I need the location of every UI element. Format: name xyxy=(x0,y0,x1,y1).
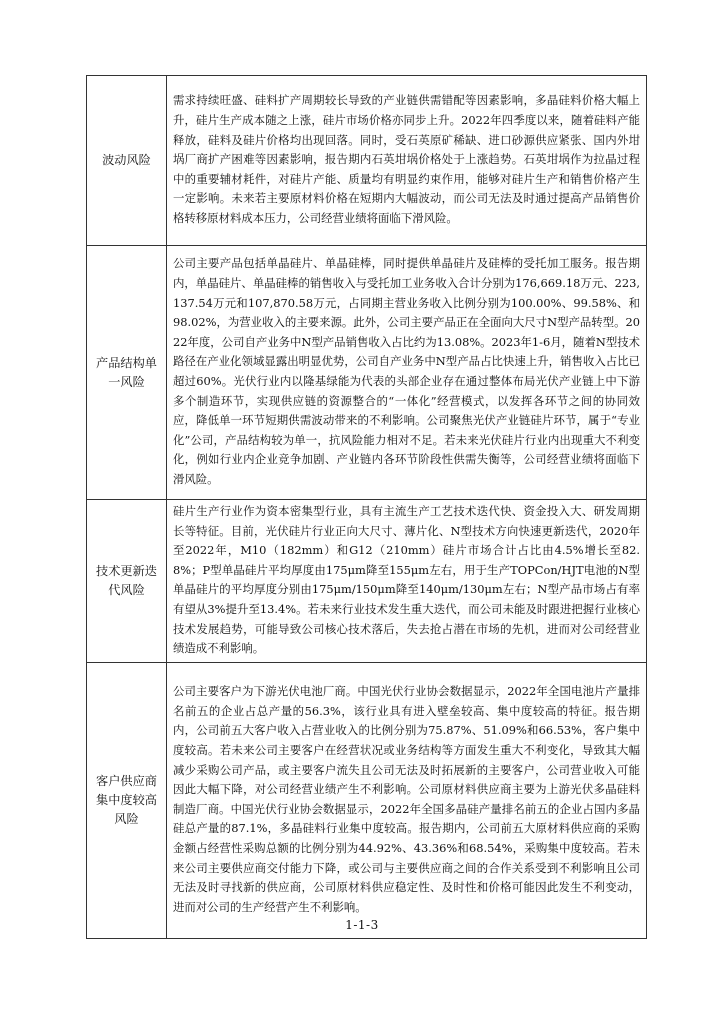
risk-label: 波动风险 xyxy=(102,153,151,167)
risk-label-cell xyxy=(87,76,167,246)
table-row xyxy=(87,76,647,246)
risk-description-cell xyxy=(167,500,647,663)
risk-label-cell xyxy=(87,246,167,500)
risk-label-cell xyxy=(87,500,167,663)
table-row xyxy=(87,662,647,938)
risk-label-cell xyxy=(87,662,167,938)
risk-description-cell xyxy=(167,662,647,938)
risk-label: 技术更新迭代风险 xyxy=(96,563,157,597)
risk-label: 产品结构单一风险 xyxy=(96,355,157,389)
risk-description: 公司主要客户为下游光伏电池厂商。中国光伏行业协会数据显示，2022年全国电池片产量排名前五的企业占总产量的56.3%，该行业具有进入壁垒较高、集中度较高的特征。报告期内，公司前五大客户收入占营业收入的比例分别为75.87%、51.09%和66.53%，客户集中度较高。若未来公司主要客户在经营状况或业务结构等方面发生重大不利变化，导致其大幅减少采购公司产品，或主要客户流失且公司无法及时拓展新的主要客户，公司营业收入可能因此大幅下降，对公司经营业绩产生不利影响。公司原材料供应商主要为上游光伏多晶硅料制造厂商。中国光伏行业协会数据显示，2022年全国多晶硅产量排名前五的企业占国内多晶硅总产量的87.1%，多晶硅料行业集中度较高。报告期内，公司前五大原材料供应商的采购金额占经营性采购总额的比例分别为44.92%、43.36%和68.54%，采购集中度较高。若未来公司主要供应商交付能力下降，或公司与主要供应商之间的合作关系受到不利影响且公司无法及时寻找新的供应商，公司原材料供应稳定性、及时性和价格可能因此发生不利变动，进而对公司的生产经营产生不利影响。 xyxy=(173,684,640,914)
risk-description: 公司主要产品包括单晶硅片、单晶硅棒，同时提供单晶硅片及硅棒的受托加工服务。报告期内，单晶硅片、单晶硅棒的销售收入与受托加工业务收入合计分别为176,669.18万元、223,137.54万元和107,870.58万元，占同期主营业务收入比例分别为100.00%、99.58%、和98.02%，为营业收入的主要来源。此外，公司主要产品正在全面向大尺寸N型产品转型。2022年度，公司自产业务中N型产品销售收入占比约为13.08%。2023年1-6月，随着N型技术路径在产业化领域显露出明显优势，公司自产业务中N型产品占比快速上升，销售收入占比已超过60%。光伏行业内以隆基绿能为代表的头部企业存在通过整体布局光伏产业链上中下游多个制造环节，实现供应链的资源整合的“一体化”经营模式，以发挥各环节之间的协同效应，降低单一环节短期供需波动带来的不利影响。公司聚焦光伏产业链硅片环节，属于“专业化”公司，产品结构较为单一，抗风险能力相对不足。若未来光伏硅片行业内出现重大不利变化，例如行业内企业竞争加剧、产业链内各环节阶段性供需失衡等，公司经营业绩将面临下滑风险。 xyxy=(173,256,640,486)
risk-description: 硅片生产行业作为资本密集型行业，具有主流生产工艺技术迭代快、资金投入大、研发周期长等特征。目前，光伏硅片行业正向大尺寸、薄片化、N型技术方向快速更新迭代，2020年至2022年，M10（182mm）和G12（210mm）硅片市场合计占比由4.5%增长至82.8%；P型单晶硅片平均厚度由175μm降至155μm左右，用于生产TOPCon/HJT电池的N型单晶硅片的平均厚度分别由175μm/150μm降至140μm/130μm左右；N型产品市场占有率有望从3%提升至13.4%。若未来行业技术发生重大迭代，而公司未能及时跟进把握行业核心技术发展趋势，可能导致公司核心技术落后，失去抢占潜在市场的先机，进而对公司经营业绩造成不利影响。 xyxy=(173,504,640,656)
risk-label: 客户供应商集中度较高风险 xyxy=(96,773,157,826)
risk-description: 需求持续旺盛、硅料扩产周期较长导致的产业链供需错配等因素影响，多晶硅料价格大幅上升，硅片生产成本随之上涨，硅片市场价格亦同步上升。2022年四季度以来，随着硅料产能释放，硅料及硅片价格均出现回落。同时，受石英原矿稀缺、进口砂源供应紧张、国内外坩埚厂商扩产困难等因素影响，报告期内石英坩埚价格处于上涨趋势。石英坩埚作为拉晶过程中的重要辅材耗件，对硅片产能、质量均有明显约束作用，能够对硅片生产和销售价格产生一定影响。未来若主要原材料价格在短期内大幅波动，而公司无法及时通过提高产品销售价格转移原材料成本压力，公司经营业绩将面临下滑风险。 xyxy=(173,93,640,225)
page-number: 1-1-3 xyxy=(345,918,379,932)
risk-description-cell xyxy=(167,76,647,246)
risk-description-cell xyxy=(167,246,647,500)
table-row xyxy=(87,500,647,663)
table-row xyxy=(87,246,647,500)
risk-table xyxy=(86,75,647,939)
